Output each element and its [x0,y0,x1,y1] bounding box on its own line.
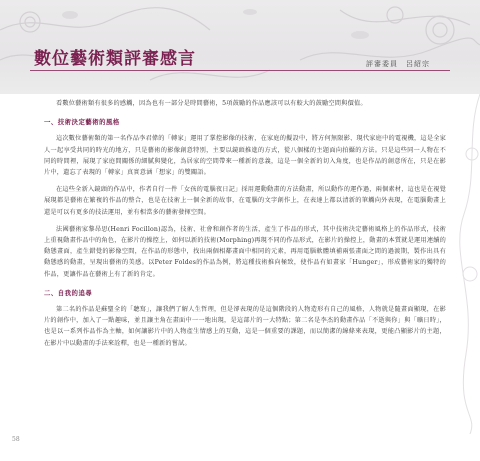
body-paragraph-2: 在這些全新入鏡頭的作品中，作者自行一件「女孩的電腦夜日記」採用運動動畫的方法動畫，所以動作的運作過，兩個素材，這也是在視覺展現都是藝術在繁複的作品的整合，也是在技術上一個全新的故事，在電腦的文字創作上，在表達上都以清新的筆觸向外表現，在電腦動畫上還是可以有更多的技法運用，並有相當多的藝術發揮空間。 [44,186,446,216]
body-paragraph-4: 第二名的作品是蘇聖全的「聽寫」，讓我們了解人生哲理，但是卻表現的是這個階段的人物造形有自己的風格，人物就是隨畫面顯現，在影片的創作中，加入了一點趣味，並且讓主角在畫面中一一地出現，是這部片的一大特點；第二名是李杰的動畫作品「不逝與你」與「曠日時」，也是以一系列作品作為主軸，如何讓影片中的人物產生情感上的互動，這是一個重要的課題，而以簡潔的線條來表現，更能凸顯影片的主題，在影片中以動畫的手法來詮釋，也是一種新的嘗試。 [44,306,446,347]
side-floral-decoration [456,94,480,434]
author-credit: 評審委員 呂紹宗 [366,60,430,68]
article-body [44,98,446,355]
page-title: 數位藝術類評審感言 [34,49,196,69]
section-heading-2: 二、自我的追尋 [44,288,93,297]
intro-paragraph: 看數位藝術類有很多的感觸，因為也有一部分是時間藝術，5項鼓勵的作品應該可以有較大的鼓勵空間與價值。 [56,100,367,107]
page-number: 58 [12,436,20,443]
title-divider [30,70,450,71]
body-paragraph-3: 法國藝術家黎昂思(Henri Focillon)認為，技術、社會和創作者的生活，產生了作品的形式，其中技術決定藝術風格上的作品形式，技術上重視動畫作品中的角色，在影片的操控上，如何以新的技術(Morphing)再現不同的作品形式，在影片的操控上，動畫的本質就是運用連續的動態畫面，產生錯覺的影像空間，在作品的形態中，找出兩個相鄰畫面中相同的元素，再用電腦軟體填補兩張畫面之間的過渡期，製作出具有動態感的動畫，呈現出藝術的美感。以Peter Foldes的作品為例，將這種技術推向極致，使作品有如畫家「Hunger」，形成藝術家的獨特的作品，更讓作品在藝術上有了新的肯定。 [44,225,446,278]
section-heading-1: 一、技術決定藝術的風格 [44,118,120,127]
body-paragraph-1: 這次數位藝術類的第一名作品李君偉的「轉家」運用了掌控影像的技術，在家庭的擬設中，將方何無限影、現代家庭中的電視機，這是全家人一起享受共同的時光的地方，只是藝術的影像創意特別，主要以鏡頭推進的方式，從八個樣的主題面向拍攝的方法。只是這些同一人物在不同的時間裡，展現了家庭間關係的細膩與變化，為居家的空間帶來一種新的意義，這是一個全新的切入角度，也是作品的創意所在，只是在影片中，遺忘了表現的「轉家」真實意涵「想家」的雙關語。 [44,135,446,177]
